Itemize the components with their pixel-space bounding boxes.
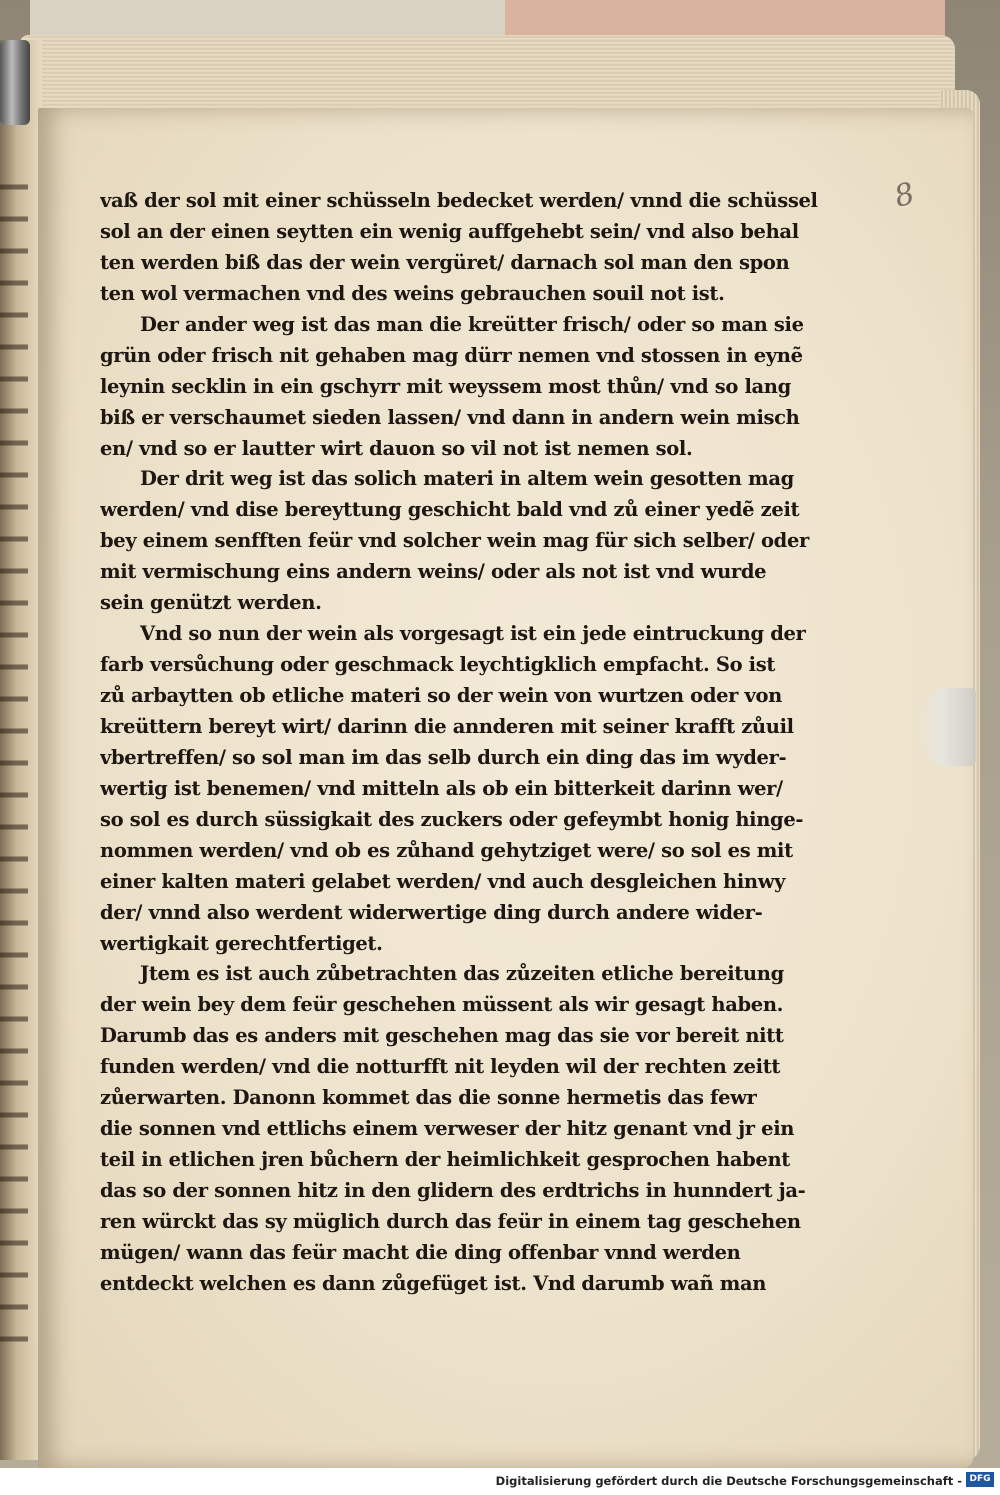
text-line: Der ander weg ist das man die kreütter frisch/ oder so man sie — [140, 312, 804, 336]
text-line: Jtem es ist auch zůbetrachten das zůzeiten etliche bereitung — [140, 962, 784, 986]
text-line: Der drit weg ist das solich materi in altem wein gesotten mag — [140, 467, 794, 491]
folio-number: 8 — [890, 176, 919, 215]
book-clasp — [0, 40, 30, 125]
text-line: wertig ist benemen/ vnd mitteln als ob ein bitterkeit darinn wer/ — [100, 776, 783, 800]
text-line: werden/ vnd dise bereyttung geschicht bald vnd zů einer yedẽ zeit — [100, 498, 800, 522]
text-line: farb versůchung oder geschmack leychtigklich empfacht. So ist — [100, 653, 776, 677]
text-line: Vnd so nun der wein als vorgesagt ist ein jede eintruckung der — [140, 622, 806, 646]
text-line: einer kalten materi gelabet werden/ vnd auch desgleichen hinwy — [100, 869, 786, 893]
text-line: so sol es durch süssigkait des zuckers oder gefeymbt honig hinge- — [100, 807, 804, 831]
text-line: zů arbaytten ob etliche materi so der wein von wurtzen oder von — [100, 684, 783, 707]
text-line: ren würckt das sy müglich durch das feür in einem tag geschehen — [100, 1209, 801, 1233]
text-line: sol an der einen seytten ein wenig auffgehebt sein/ vnd also behal — [100, 219, 799, 243]
text-line: entdeckt welchen es dann zůgefüget ist. Vnd darumb wañ man — [100, 1271, 767, 1295]
text-line: bey einem senfften feür vnd solcher wein mag für sich selber/ oder — [100, 529, 809, 553]
text-block — [100, 186, 830, 1300]
text-line: teil in etlichen jren bůchern der heimlichkeit gesprochen habent — [100, 1148, 790, 1172]
footer-credit: Digitalisierung gefördert durch die Deutsche Forschungsgemeinschaft - — [495, 1474, 962, 1488]
text-line: der/ vnnd also werdent widerwertige ding durch andere wider- — [100, 900, 763, 924]
text-line: vaß der sol mit einer schüsseln bedecket werden/ vnnd die schüssel — [100, 189, 818, 212]
text-line: kreüttern bereyt wirt/ darinn die annderen mit seiner krafft zůuil — [100, 714, 794, 738]
dfg-logo: DFG — [966, 1472, 994, 1487]
text-line: vbertreffen/ so sol man im das selb durch ein ding das im wyder- — [100, 745, 787, 769]
text-line: biß er verschaumet sieden lassen/ vnd dann in andern wein misch — [100, 405, 800, 429]
text-line: der wein bey dem feür geschehen müssent als wir gesagt haben. — [100, 993, 784, 1017]
text-line: mit vermischung eins andern weins/ oder als not ist vnd wurde — [100, 560, 767, 584]
text-line: nommen werden/ vnd ob es zůhand gehytziget were/ so sol es mit — [100, 838, 793, 862]
text-line: mügen/ wann das feür macht die ding offenbar vnnd werden — [100, 1240, 741, 1264]
text-line: grün oder frisch nit gehaben mag dürr nemen vnd stossen in eynẽ — [100, 343, 803, 367]
text-line: wertigkait gerechtfertiget. — [100, 931, 383, 955]
text-line: leynin secklin in ein gschyrr mit weyssem most thůn/ vnd so lang — [100, 374, 791, 398]
text-line: funden werden/ vnd die notturfft nit leyden wil der rechten zeitt — [100, 1055, 781, 1079]
text-line: en/ vnd so er lautter wirt dauon so vil not ist nemen sol. — [100, 436, 693, 460]
text-line: Darumb das es anders mit geschehen mag das sie vor bereit nitt — [100, 1024, 784, 1048]
text-line: das so der sonnen hitz in den glidern des erdtrichs in hunndert ja- — [100, 1179, 806, 1202]
text-line: die sonnen vnd ettlichs einem verweser der hitz genant vnd jr ein — [100, 1117, 795, 1141]
text-line: zůerwarten. Danonn kommet das die sonne hermetis das fewr — [100, 1086, 757, 1110]
text-line: sein genützt werden. — [100, 591, 322, 615]
text-line: ten werden biß das der wein vergüret/ darnach sol man den spon — [100, 250, 790, 274]
left-page-text-fragment — [0, 170, 28, 1350]
text-line: ten wol vermachen vnd des weins gebrauchen souil not ist. — [100, 281, 725, 305]
bookmark-tab — [918, 688, 976, 766]
